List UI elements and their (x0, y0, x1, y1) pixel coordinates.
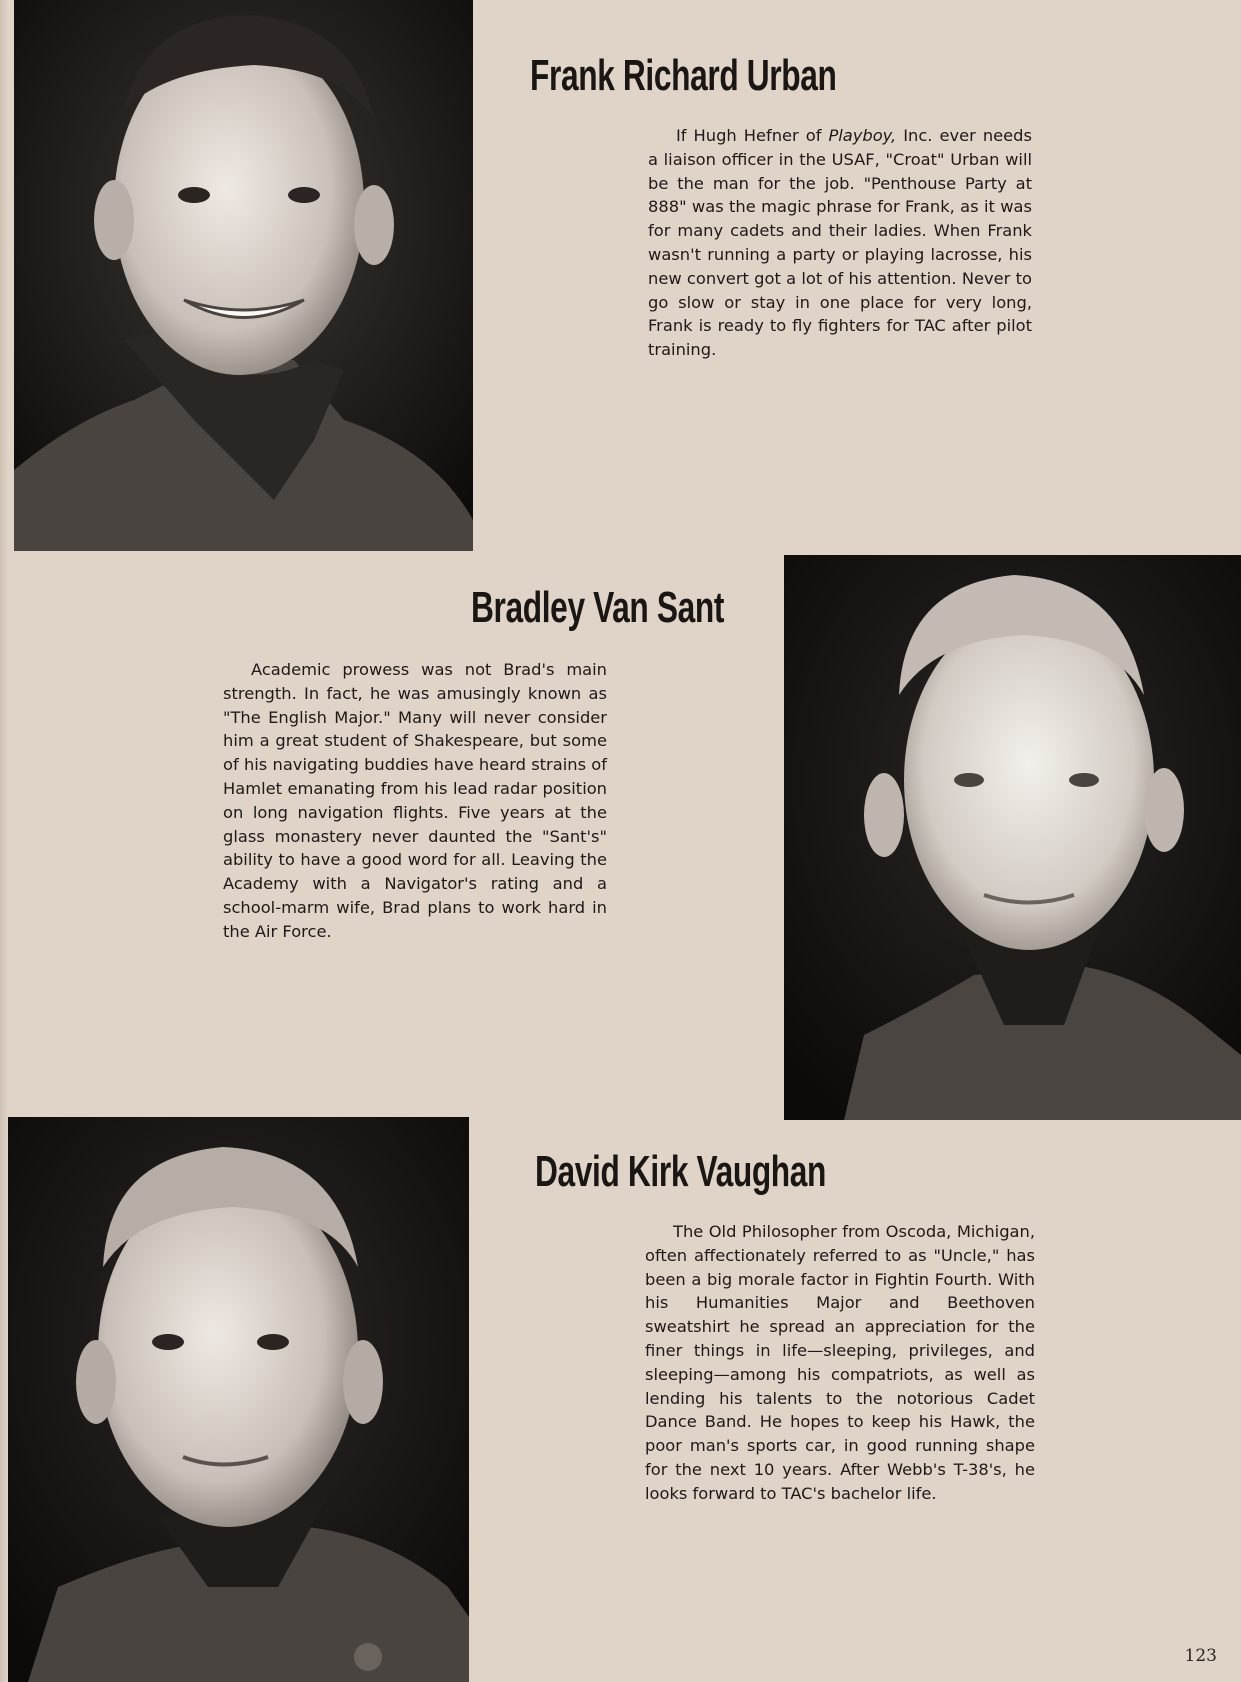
page-number: 123 (1184, 1646, 1217, 1666)
name-heading-van-sant: Bradley Van Sant (471, 583, 725, 632)
name-heading-vaughan: David Kirk Vaughan (535, 1147, 827, 1196)
name-heading-urban: Frank Richard Urban (530, 51, 837, 100)
portrait-photo-urban (14, 0, 473, 551)
bio-text-urban: If Hugh Hefner of Playboy, Inc. ever needs a liaison officer in the USAF, "Croat" Urban will be the man for the job. "Penthouse Party at 888" was the magic phrase for Frank, as it was for many cadets and their ladies. When Frank wasn't running a party or playing lacrosse, his new convert got a lot of his attention. Never to go slow or stay in one place for very long, Frank is ready to fly fighters for TAC after pilot training. (648, 126, 1032, 360)
page-edge (0, 0, 8, 1682)
bio-text-van-sant: Academic prowess was not Brad's main strength. In fact, he was amusingly known as "The English Major." Many will never consider him a great student of Shakespeare, but some of his navigating buddies have heard strains of Hamlet emanating from his lead radar position on long navigation flights. Five years at the glass monastery never daunted the "Sant's" ability to have a good word for all. Leaving the Academy with a Navigator's rating and a school-marm wife, Brad plans to work hard in the Air Force. (223, 660, 607, 941)
portrait-photo-vaughan (8, 1117, 469, 1682)
portrait-photo-van-sant (784, 555, 1241, 1120)
bio-text-vaughan: The Old Philosopher from Oscoda, Michigan, often affectionately referred to as "Uncle," has been a big morale factor in Fightin Fourth. With his Humanities Major and Beethoven sweatshirt he spread an appreciation for the finer things in life—sleeping, privileges, and sleeping—among his compatriots, as well as lending his talents to the notorious Cadet Dance Band. He hopes to keep his Hawk, the poor man's sports car, in good running shape for the next 10 years. After Webb's T-38's, he looks forward to TAC's bachelor life. (645, 1222, 1035, 1503)
